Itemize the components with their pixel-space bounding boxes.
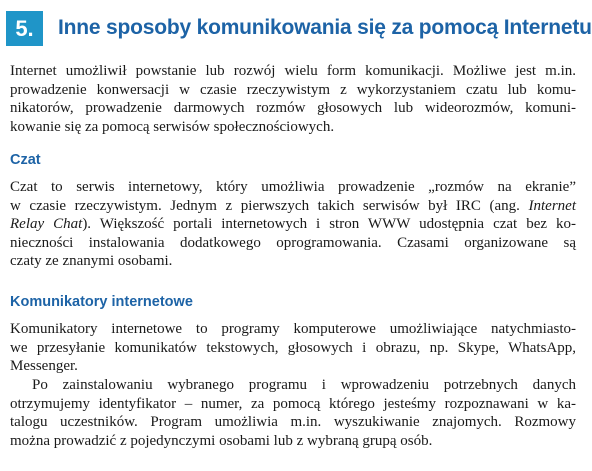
- czat-line: Czat to serwis internetowy, który umożliwia prowadzenie „rozmów na ekranie”: [10, 179, 576, 195]
- intro-line: prowadzenie konwersacji w czasie rzeczywistym z wykorzystaniem czatu lub komu-: [10, 81, 576, 98]
- section-heading-czat: Czat: [10, 152, 41, 168]
- czat-line: [10, 215, 576, 234]
- komunikatory-line: talogu uczestników. Program umożliwia m.in. wyszukiwanie znajomych. Rozmowy: [10, 414, 576, 430]
- czat-line: nieczności instalowania dodatkowego oprogramowania. Czasami organizowane są: [10, 234, 576, 251]
- komunikatory-line: Komunikatory internetowe to programy komputerowe umożliwiające natychmiasto-: [10, 321, 576, 337]
- komunikatory-paragraph-2: [10, 376, 576, 450]
- czat-line-text: w czasie rzeczywistym. Jednym z pierwszych takich serwisów był IRC (ang.: [10, 197, 529, 214]
- intro-paragraph: [10, 62, 576, 136]
- komunikatory-paragraph-1: [10, 320, 576, 376]
- komunikatory-line: otrzymujemy identyfikator – numer, za pomocą którego jesteśmy rozpoznawani w ka-: [10, 395, 576, 412]
- komunikatory-line: można prowadzić z pojedynczymi osobami lub z wybraną grupą osób.: [10, 432, 433, 449]
- chapter-title: Inne sposoby komunikowania się za pomocą Internetu: [58, 16, 592, 39]
- komunikatory-line: we przesyłanie komunikatów tekstowych, głosowych i obrazu, np. Skype, WhatsApp,: [10, 339, 576, 356]
- czat-paragraph: [10, 178, 576, 271]
- intro-line: kowanie się za pomocą serwisów społecznościowych.: [10, 118, 335, 135]
- czat-line: czaty ze znanymi osobami.: [10, 253, 173, 269]
- czat-line: [10, 197, 576, 216]
- komunikatory-line: Po zainstalowaniu wybranego programu i wprowadzeniu potrzebnych danych: [32, 377, 576, 393]
- intro-line: Internet umożliwił powstanie lub rozwój wielu form komunikacji. Możliwe jest m.in.: [10, 63, 576, 79]
- czat-line-text: ). Większość portali internetowych i stron WWW udostępnia czat bez ko-: [82, 216, 576, 232]
- intro-line: nikatorów, prowadzenie darmowych rozmów głosowych lub wideorozmów, komuni-: [10, 100, 576, 116]
- komunikatory-line: Messenger.: [10, 358, 78, 374]
- chapter-number-badge: 5.: [6, 11, 43, 46]
- czat-term-italic: Relay Chat: [10, 216, 83, 232]
- section-heading-komunikatory: Komunikatory internetowe: [10, 294, 193, 310]
- czat-term-italic: Internet: [528, 197, 576, 214]
- chapter-header: [0, 10, 592, 48]
